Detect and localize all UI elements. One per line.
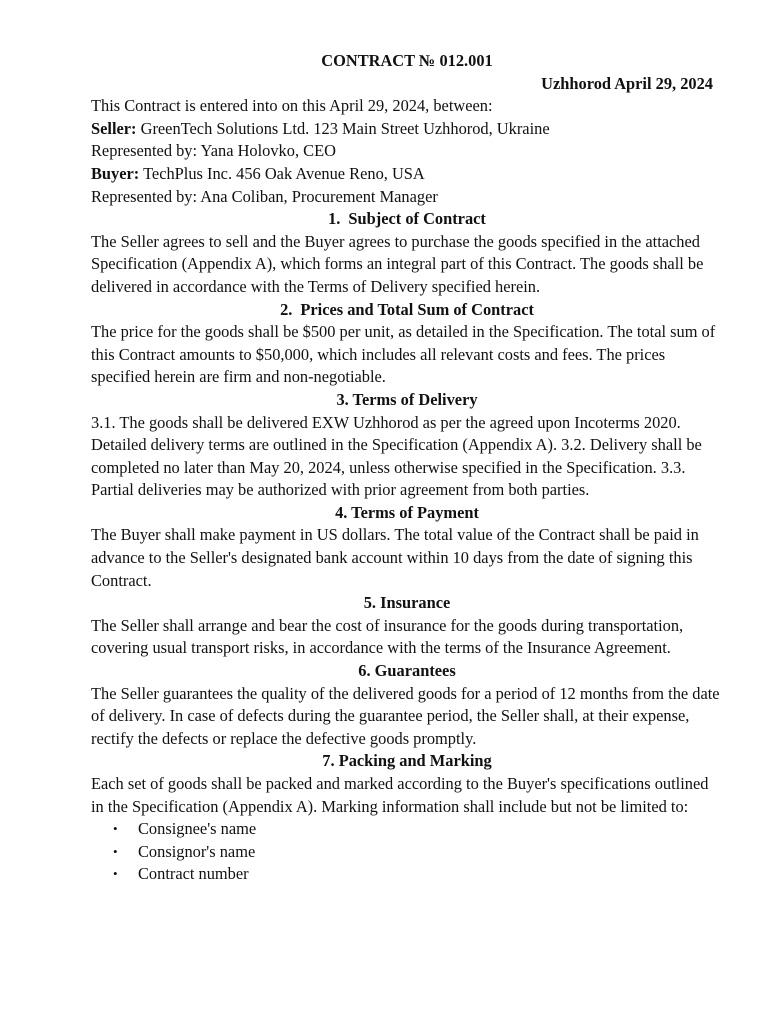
section-heading-payment: 4. Terms of Payment	[335, 502, 479, 522]
section-title: Prices and Total Sum of Contract	[300, 299, 534, 319]
buyer-label: Buyer:	[91, 163, 140, 183]
bullet-icon: •	[113, 866, 118, 882]
bullet-icon: •	[113, 821, 118, 837]
section-body-prices: The price for the goods shall be $500 per unit, as detailed in the Specification. The total sum of this Contract amounts to $50,000, which includes all relevant costs and fees. The prices specified herein are firm and non-negotiable.	[91, 322, 716, 387]
buyer-value: TechPlus Inc. 456 Oak Avenue Reno, USA	[139, 163, 425, 183]
list-item	[91, 818, 723, 841]
bullet-icon: •	[113, 843, 118, 859]
list-item-text: Consignor's name	[138, 841, 256, 861]
section-body-payment: The Buyer shall make payment in US dollars. The total value of the Contract shall be paid in advance to the Seller's designated bank account within 10 days from the date of signing this Contract.	[91, 525, 699, 590]
list-item	[91, 863, 723, 886]
contract-title: CONTRACT № 012.001	[321, 51, 493, 70]
section-heading-prices	[91, 299, 723, 322]
section-heading-subject	[91, 208, 723, 231]
contract-place-date: Uzhhorod April 29, 2024	[541, 73, 713, 93]
seller-representative: Represented by: Yana Holovko, CEO	[91, 141, 336, 161]
section-heading-insurance: 5. Insurance	[363, 593, 451, 613]
seller-label: Seller:	[91, 118, 137, 138]
seller-line	[91, 118, 723, 141]
section-body-packing: Each set of goods shall be packed and marked according to the Buyer's specifications outlined in the Specification (Appendix A). Marking information shall include but not be limited to:	[91, 774, 709, 816]
list-item-text: Consignee's name	[138, 819, 257, 839]
section-heading-packing: 7. Packing and Marking	[322, 751, 492, 771]
section-body-insurance: The Seller shall arrange and bear the cost of insurance for the goods during transportation, covering usual transport risks, in accordance with the terms of the Insurance Agreement.	[91, 615, 684, 658]
section-body-delivery: 3.1. The goods shall be delivered EXW Uzhhorod as per the agreed upon Incoterms 2020. Detailed delivery terms are outlined in the Specification (Appendix A). 3.2. Delivery shall be completed no later than May 20, 2024, unless otherwise specified in the Specification. 3.3. Partial deliveries may be authorized with prior agreement from both parties.	[91, 412, 702, 500]
list-item-text: Contract number	[138, 864, 249, 884]
section-number: 1.	[328, 209, 341, 229]
section-body-subject: The Seller agrees to sell and the Buyer agrees to purchase the goods specified in the attached Specification (Appendix A), which forms an integral part of this Contract. The goods shall be delivered in accordance with the Terms of Delivery specified herein.	[91, 231, 704, 296]
contract-document	[91, 50, 723, 886]
list-item	[91, 841, 723, 864]
section-heading-guarantees: 6. Guarantees	[358, 661, 456, 681]
section-title: Subject of Contract	[348, 209, 486, 229]
section-heading-delivery: 3. Terms of Delivery	[336, 389, 478, 409]
section-body-guarantees: The Seller guarantees the quality of the delivered goods for a period of 12 months from the date of delivery. In case of defects during the guarantee period, the Seller shall, at their expense, rectify the defects or replace the defective goods promptly.	[91, 683, 720, 748]
buyer-representative: Represented by: Ana Coliban, Procurement Manager	[91, 186, 438, 206]
contract-intro: This Contract is entered into on this April 29, 2024, between:	[91, 96, 493, 116]
seller-value: GreenTech Solutions Ltd. 123 Main Street Uzhhorod, Ukraine	[136, 118, 550, 138]
marking-list	[91, 818, 723, 886]
section-number: 2.	[280, 299, 293, 319]
buyer-line	[91, 163, 723, 186]
